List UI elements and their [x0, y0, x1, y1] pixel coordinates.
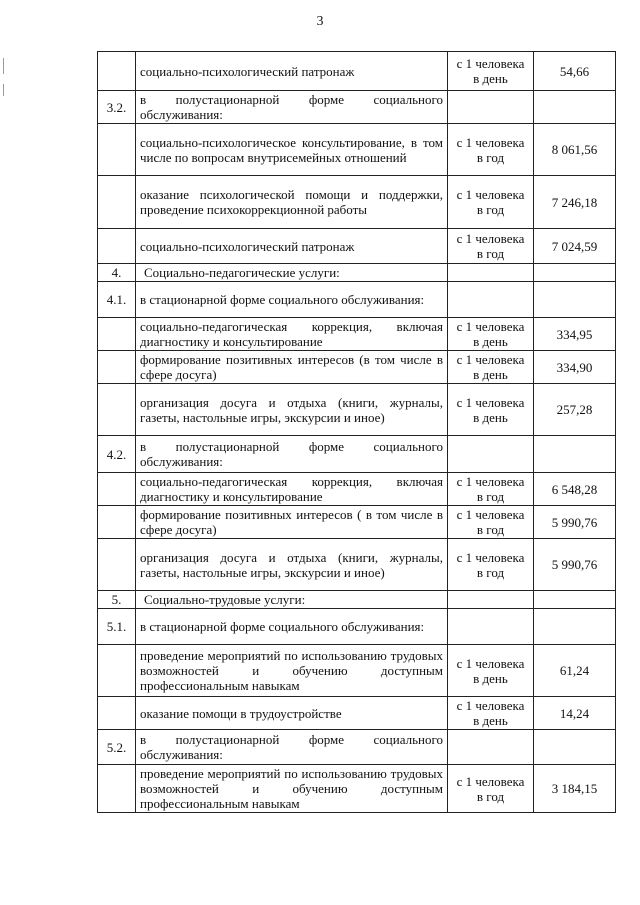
unit-cell: с 1 человека в год	[448, 765, 534, 813]
unit-cell: с 1 человека в год	[448, 176, 534, 229]
table-row	[98, 176, 616, 229]
price-cell: 61,24	[534, 645, 616, 697]
service-name-cell: в стационарной форме социального обслуживания:	[136, 609, 448, 645]
price-cell: 14,24	[534, 697, 616, 730]
row-number-cell	[98, 229, 136, 264]
unit-cell	[448, 91, 534, 124]
row-number-cell	[98, 318, 136, 351]
service-name-cell: проведение мероприятий по использованию трудовых возможностей и обучению доступным профессиональным навыкам	[136, 645, 448, 697]
row-number-cell	[98, 52, 136, 91]
service-name-cell: социально-психологический патронаж	[136, 52, 448, 91]
unit-cell: с 1 человека в год	[448, 229, 534, 264]
unit-cell: с 1 человека в день	[448, 351, 534, 384]
table-row	[98, 506, 616, 539]
unit-cell: с 1 человека в год	[448, 124, 534, 176]
service-name-cell: формирование позитивных интересов ( в том числе в сфере досуга)	[136, 506, 448, 539]
price-cell	[534, 91, 616, 124]
table-row	[98, 697, 616, 730]
row-number-cell	[98, 124, 136, 176]
row-number-cell	[98, 645, 136, 697]
row-number-cell	[98, 765, 136, 813]
unit-cell: с 1 человека в год	[448, 539, 534, 591]
service-name-cell: в полустационарной форме социального обслуживания:	[136, 436, 448, 473]
unit-cell: с 1 человека в год	[448, 506, 534, 539]
row-number-cell	[98, 384, 136, 436]
row-number-cell: 3.2.	[98, 91, 136, 124]
price-cell: 334,95	[534, 318, 616, 351]
price-cell: 7 246,18	[534, 176, 616, 229]
table-row	[98, 436, 616, 473]
price-cell	[534, 591, 616, 609]
table-row	[98, 765, 616, 813]
row-number-cell	[98, 539, 136, 591]
service-name-cell: Социально-педагогические услуги:	[136, 264, 448, 282]
page-number: 3	[316, 14, 324, 29]
service-name-cell: организация досуга и отдыха (книги, журналы, газеты, настольные игры, экскурсии и иное)	[136, 384, 448, 436]
price-cell	[534, 264, 616, 282]
table-row	[98, 730, 616, 765]
table-row	[98, 124, 616, 176]
row-number-cell	[98, 351, 136, 384]
table-row	[98, 264, 616, 282]
table-row	[98, 591, 616, 609]
row-number-cell: 5.2.	[98, 730, 136, 765]
unit-cell: с 1 человека в год	[448, 473, 534, 506]
margin-mark	[3, 58, 4, 74]
unit-cell	[448, 264, 534, 282]
table-row	[98, 384, 616, 436]
table-row	[98, 539, 616, 591]
price-cell: 257,28	[534, 384, 616, 436]
table-row	[98, 609, 616, 645]
row-number-cell	[98, 176, 136, 229]
unit-cell: с 1 человека в день	[448, 52, 534, 91]
unit-cell	[448, 591, 534, 609]
price-cell: 334,90	[534, 351, 616, 384]
service-name-cell: формирование позитивных интересов (в том числе в сфере досуга)	[136, 351, 448, 384]
price-cell	[534, 730, 616, 765]
price-cell: 54,66	[534, 52, 616, 91]
price-cell	[534, 609, 616, 645]
price-cell: 5 990,76	[534, 539, 616, 591]
service-name-cell: Социально-трудовые услуги:	[136, 591, 448, 609]
price-cell: 3 184,15	[534, 765, 616, 813]
row-number-cell: 4.1.	[98, 282, 136, 318]
table-row	[98, 229, 616, 264]
row-number-cell	[98, 473, 136, 506]
service-name-cell: социально-педагогическая коррекция, включая диагностику и консультирование	[136, 318, 448, 351]
table-row	[98, 318, 616, 351]
row-number-cell: 5.	[98, 591, 136, 609]
unit-cell: с 1 человека в день	[448, 645, 534, 697]
service-name-cell: социально-педагогическая коррекция, включая диагностику и консультирование	[136, 473, 448, 506]
service-name-cell: оказание психологической помощи и поддержки, проведение психокоррекционной работы	[136, 176, 448, 229]
service-name-cell: организация досуга и отдыха (книги, журналы, газеты, настольные игры, экскурсии и иное)	[136, 539, 448, 591]
unit-cell: с 1 человека в день	[448, 384, 534, 436]
row-number-cell: 4.	[98, 264, 136, 282]
price-cell: 7 024,59	[534, 229, 616, 264]
services-table-body	[98, 52, 616, 813]
unit-cell	[448, 730, 534, 765]
services-table	[97, 51, 616, 813]
price-cell: 8 061,56	[534, 124, 616, 176]
table-row	[98, 645, 616, 697]
unit-cell	[448, 282, 534, 318]
price-cell	[534, 282, 616, 318]
service-name-cell: в стационарной форме социального обслуживания:	[136, 282, 448, 318]
table-row	[98, 473, 616, 506]
service-name-cell: в полустационарной форме социального обслуживания:	[136, 730, 448, 765]
row-number-cell	[98, 697, 136, 730]
row-number-cell: 5.1.	[98, 609, 136, 645]
table-row	[98, 52, 616, 91]
margin-mark	[3, 84, 4, 96]
service-name-cell: проведение мероприятий по использованию трудовых возможностей и обучению доступным профессиональным навыкам	[136, 765, 448, 813]
price-cell: 6 548,28	[534, 473, 616, 506]
service-name-cell: в полустационарной форме социального обслуживания:	[136, 91, 448, 124]
unit-cell: с 1 человека в день	[448, 318, 534, 351]
service-name-cell: социально-психологическое консультирование, в том числе по вопросам внутрисемейных отношений	[136, 124, 448, 176]
table-row	[98, 91, 616, 124]
price-cell: 5 990,76	[534, 506, 616, 539]
row-number-cell	[98, 506, 136, 539]
table-row	[98, 282, 616, 318]
unit-cell	[448, 609, 534, 645]
unit-cell: с 1 человека в день	[448, 697, 534, 730]
row-number-cell: 4.2.	[98, 436, 136, 473]
unit-cell	[448, 436, 534, 473]
table-row	[98, 351, 616, 384]
price-cell	[534, 436, 616, 473]
service-name-cell: социально-психологический патронаж	[136, 229, 448, 264]
service-name-cell: оказание помощи в трудоустройстве	[136, 697, 448, 730]
